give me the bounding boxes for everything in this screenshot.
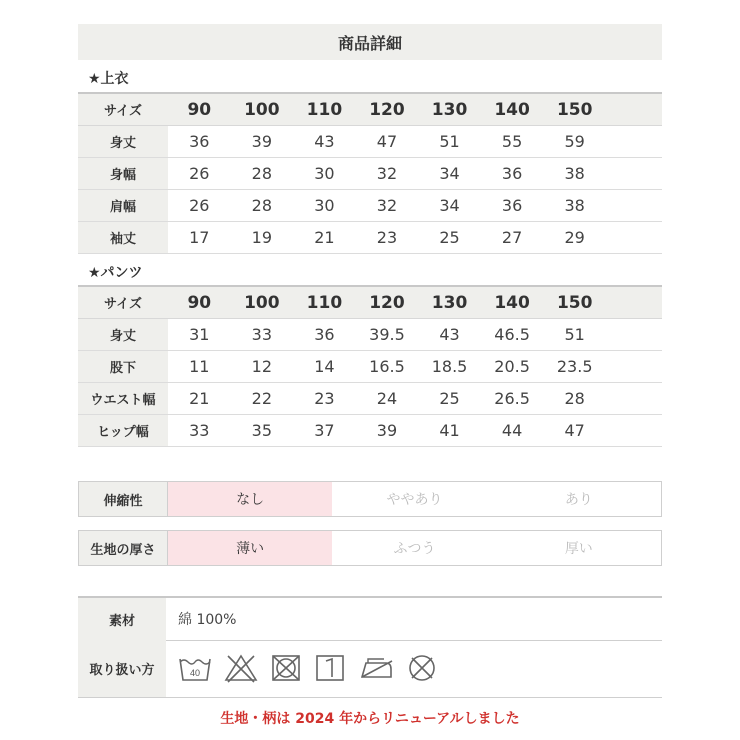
table-cell: 23.5 (543, 351, 606, 383)
table-cell: 39 (356, 415, 419, 447)
row-label: 袖丈 (78, 222, 168, 254)
size-col: 90 (168, 93, 231, 126)
row-label: 肩幅 (78, 190, 168, 222)
iron-low-icon (358, 653, 394, 683)
table-cell: 59 (543, 126, 606, 158)
row-label: ヒップ幅 (78, 415, 168, 447)
thickness-option-thin: 薄い (168, 531, 332, 565)
spacer-cell (606, 126, 662, 158)
table-row (78, 383, 662, 415)
table-row (78, 222, 662, 254)
spacer-cell (606, 415, 662, 447)
table-cell: 39.5 (356, 319, 419, 351)
table-header-row (78, 286, 662, 319)
size-col: 100 (231, 93, 294, 126)
table-cell: 30 (293, 158, 356, 190)
material-value: 綿 100% (178, 612, 237, 628)
table-row (78, 319, 662, 351)
table-cell: 33 (231, 319, 294, 351)
table-cell: 36 (293, 319, 356, 351)
table-cell: 38 (543, 158, 606, 190)
table-cell: 23 (356, 222, 419, 254)
thickness-option-normal: ふつう (393, 541, 436, 557)
size-col: 120 (356, 93, 419, 126)
size-col: 130 (418, 286, 481, 319)
table-cell: 32 (356, 190, 419, 222)
size-col: 150 (543, 93, 606, 126)
table-cell: 35 (231, 415, 294, 447)
table-cell: 34 (418, 190, 481, 222)
spacer-cell (606, 383, 662, 415)
no-tumble-dry-icon (270, 653, 302, 683)
table-cell: 27 (481, 222, 544, 254)
table-cell: 55 (481, 126, 544, 158)
table-cell: 36 (481, 190, 544, 222)
care-label: 取り扱い方 (78, 639, 166, 697)
size-col: 90 (168, 286, 231, 319)
table-cell: 11 (168, 351, 231, 383)
care-icons (166, 639, 662, 697)
table-cell: 28 (231, 158, 294, 190)
thickness-scale (78, 530, 662, 566)
size-col: 130 (418, 93, 481, 126)
section-label-pants: ★パンツ (88, 265, 143, 281)
table-cell: 26 (168, 190, 231, 222)
table-cell: 38 (543, 190, 606, 222)
table-cell: 25 (418, 383, 481, 415)
page-title: 商品詳細 (78, 24, 662, 60)
pants-size-table (78, 285, 662, 447)
spacer-cell (606, 286, 662, 319)
table-cell: 47 (543, 415, 606, 447)
size-col: 120 (356, 286, 419, 319)
table-cell: 23 (293, 383, 356, 415)
row-label: 股下 (78, 351, 168, 383)
row-label: 身丈 (78, 319, 168, 351)
table-row (78, 351, 662, 383)
table-cell: 51 (543, 319, 606, 351)
table-cell: 26 (168, 158, 231, 190)
table-cell: 31 (168, 319, 231, 351)
stretch-scale (78, 481, 662, 517)
table-cell: 28 (231, 190, 294, 222)
no-dry-clean-icon (406, 653, 438, 683)
care-row (78, 639, 662, 698)
table-cell: 12 (231, 351, 294, 383)
table-cell: 30 (293, 190, 356, 222)
size-col: 140 (481, 93, 544, 126)
table-cell: 37 (293, 415, 356, 447)
stretch-label: 伸縮性 (79, 482, 168, 516)
line-dry-icon (314, 653, 346, 683)
top-size-table (78, 92, 662, 254)
table-row (78, 415, 662, 447)
table-cell: 43 (418, 319, 481, 351)
spacer-cell (606, 222, 662, 254)
size-col: 150 (543, 286, 606, 319)
table-cell: 14 (293, 351, 356, 383)
no-bleach-icon (224, 653, 258, 683)
material-label: 素材 (78, 598, 166, 640)
spacer-cell (606, 93, 662, 126)
size-col: 110 (293, 93, 356, 126)
table-cell: 47 (356, 126, 419, 158)
table-cell: 43 (293, 126, 356, 158)
table-cell: 33 (168, 415, 231, 447)
stretch-option-some: ややあり (386, 492, 443, 508)
table-cell: 29 (543, 222, 606, 254)
table-cell: 17 (168, 222, 231, 254)
renewal-notice: 生地・柄は 2024 年からリニューアルしました (220, 711, 520, 727)
table-cell: 36 (481, 158, 544, 190)
row-label: ウエスト幅 (78, 383, 168, 415)
spacer-cell (606, 158, 662, 190)
table-cell: 41 (418, 415, 481, 447)
spacer-cell (606, 319, 662, 351)
row-label: 身幅 (78, 158, 168, 190)
section-label-top: ★上衣 (88, 71, 129, 87)
table-row (78, 190, 662, 222)
stretch-option-yes: あり (564, 492, 593, 508)
size-header-label: サイズ (78, 286, 168, 319)
spacer-cell (606, 190, 662, 222)
wash-40-icon (178, 653, 212, 683)
table-cell: 36 (168, 126, 231, 158)
table-cell: 19 (231, 222, 294, 254)
table-cell: 28 (543, 383, 606, 415)
thickness-option-thick: 厚い (564, 541, 593, 557)
spacer-cell (606, 351, 662, 383)
stretch-option-none: なし (168, 482, 332, 516)
size-col: 100 (231, 286, 294, 319)
wash-temp: 40 (189, 668, 201, 678)
thickness-label: 生地の厚さ (79, 531, 168, 565)
table-cell: 46.5 (481, 319, 544, 351)
table-row (78, 158, 662, 190)
table-header-row (78, 93, 662, 126)
table-cell: 39 (231, 126, 294, 158)
size-col: 140 (481, 286, 544, 319)
table-cell: 18.5 (418, 351, 481, 383)
table-cell: 20.5 (481, 351, 544, 383)
table-cell: 25 (418, 222, 481, 254)
table-cell: 32 (356, 158, 419, 190)
material-row (78, 596, 662, 641)
row-label: 身丈 (78, 126, 168, 158)
table-row (78, 126, 662, 158)
table-cell: 16.5 (356, 351, 419, 383)
table-cell: 26.5 (481, 383, 544, 415)
table-cell: 22 (231, 383, 294, 415)
table-cell: 21 (168, 383, 231, 415)
table-cell: 34 (418, 158, 481, 190)
table-cell: 24 (356, 383, 419, 415)
table-cell: 44 (481, 415, 544, 447)
size-header-label: サイズ (78, 93, 168, 126)
table-cell: 21 (293, 222, 356, 254)
size-col: 110 (293, 286, 356, 319)
table-cell: 51 (418, 126, 481, 158)
